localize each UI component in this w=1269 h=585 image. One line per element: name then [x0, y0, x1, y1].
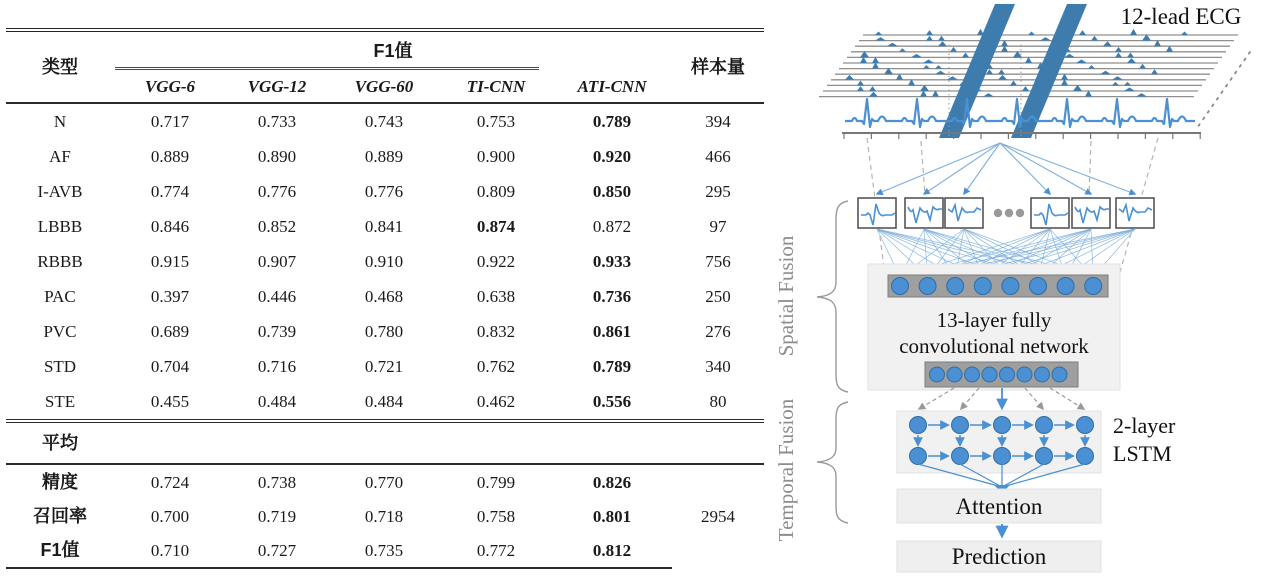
results-table [6, 28, 764, 569]
f1-value-cell: 0.780 [364, 322, 404, 341]
col-header-model: VGG-6 [114, 70, 226, 103]
temporal-fusion-brace [817, 402, 848, 523]
class-label: I-AVB [37, 182, 83, 201]
f1-value-cell: 0.721 [364, 357, 404, 376]
col-header-model: VGG-60 [328, 70, 440, 103]
f1-value-cell: 0.716 [257, 357, 297, 376]
f1-value-cell: 0.809 [476, 182, 516, 201]
architecture-diagram [769, 0, 1269, 585]
f1-value-cell: 0.872 [592, 217, 632, 236]
f1-value-cell: 0.484 [226, 384, 328, 421]
average-metric-row [6, 499, 764, 533]
sample-count-cell: 250 [705, 287, 731, 306]
table-row [6, 174, 764, 209]
f1-value-cell: 0.733 [257, 112, 297, 131]
f1-value-cell: 0.889 [364, 147, 404, 166]
table-row [6, 209, 764, 244]
f1-value-cell: 0.915 [150, 252, 190, 271]
average-metric-row [6, 464, 764, 499]
sample-count-cell: 756 [705, 252, 731, 271]
f1-value-cell: 0.717 [150, 112, 190, 131]
col-header-f1-group [114, 30, 672, 70]
class-label: STE [6, 384, 114, 421]
f1-value-cell: 0.462 [440, 384, 552, 421]
average-metric-row [6, 533, 764, 568]
f1-value-cell: 0.638 [476, 287, 516, 306]
total-sample-cell: 2954 [701, 507, 736, 526]
f1-value-cell: 0.455 [114, 384, 226, 421]
f1-value-cell: 0.758 [476, 506, 516, 526]
f1-value-cell: 0.841 [364, 217, 404, 236]
input-ecg-label: 12-lead ECG [1120, 4, 1242, 29]
sample-count-cell: 276 [705, 322, 731, 341]
temporal-fusion-label: Temporal Fusion [774, 398, 798, 542]
class-rows [6, 103, 764, 421]
col-header-model: TI-CNN [440, 70, 552, 103]
ellipsis-dot [1005, 209, 1013, 217]
col-header-sample: 样本量 [672, 30, 764, 103]
class-label: LBBB [37, 217, 83, 236]
prediction-label: Prediction [951, 544, 1047, 569]
average-label: 平均 [6, 421, 114, 464]
f1-value-cell: 0.727 [226, 533, 328, 568]
col-header-model: ATI-CNN [552, 70, 672, 103]
f1-value-cell: 0.789 [592, 112, 632, 131]
f1-value-cell: 0.446 [257, 287, 297, 306]
ecg-window-boxes [858, 198, 1154, 228]
f1-value-cell: 0.736 [592, 287, 632, 306]
f1-value-cell: 0.738 [257, 472, 297, 492]
fcn-label-line1: 13-layer fully [936, 308, 1052, 332]
metric-label: F1值 [6, 533, 114, 568]
class-label: PVC [43, 322, 77, 341]
fcn-to-lstm-arrows [919, 388, 1084, 409]
table-row [6, 314, 764, 349]
class-label: RBBB [37, 252, 83, 271]
f1-value-cell: 0.753 [476, 112, 516, 131]
f1-group-underline [115, 67, 539, 70]
f1-value-cell: 0.910 [364, 252, 404, 271]
f1-value-cell: 0.846 [150, 217, 190, 236]
table-row [6, 103, 764, 139]
f1-value-cell: 0.832 [476, 322, 516, 341]
table-row [6, 349, 764, 384]
f1-value-cell: 0.812 [552, 533, 672, 568]
table-row [6, 139, 764, 174]
f1-value-cell: 0.789 [592, 357, 632, 376]
f1-value-cell: 0.770 [364, 472, 404, 492]
f1-value-cell: 0.861 [592, 322, 632, 341]
f1-group-label: F1值 [373, 41, 413, 61]
table-row [6, 244, 764, 279]
f1-value-cell: 0.801 [592, 506, 632, 526]
f1-value-cell: 0.890 [257, 147, 297, 166]
metric-label: 精度 [42, 472, 78, 492]
f1-value-cell: 0.739 [257, 322, 297, 341]
class-label: PAC [44, 287, 76, 306]
sliding-window-plane [1011, 4, 1087, 138]
f1-value-cell: 0.889 [150, 147, 190, 166]
f1-value-cell: 0.700 [150, 506, 190, 526]
lstm-label-line1: 2-layer [1113, 413, 1176, 438]
header-row-2 [6, 70, 764, 103]
f1-value-cell: 0.484 [328, 384, 440, 421]
f1-value-cell: 0.772 [440, 533, 552, 568]
average-rows [6, 421, 764, 568]
sample-count-cell: 394 [705, 112, 731, 131]
f1-value-cell: 0.718 [364, 506, 404, 526]
f1-value-cell: 0.689 [150, 322, 190, 341]
f1-value-cell: 0.920 [592, 147, 632, 166]
f1-value-cell: 0.710 [114, 533, 226, 568]
f1-value-cell: 0.468 [364, 287, 404, 306]
f1-value-cell: 0.762 [476, 357, 516, 376]
header-row-1 [6, 30, 764, 70]
sample-count-cell: 295 [705, 182, 731, 201]
f1-value-cell: 0.852 [257, 217, 297, 236]
f1-value-cell: 0.724 [150, 472, 190, 492]
average-section-row [6, 421, 764, 464]
f1-value-cell: 0.743 [364, 112, 404, 131]
f1-value-cell: 0.704 [150, 357, 190, 376]
f1-value-cell: 0.933 [592, 252, 632, 271]
sample-count-cell: 340 [705, 357, 731, 376]
f1-value-cell: 0.774 [150, 182, 190, 201]
table-row [6, 384, 764, 421]
f1-value-cell: 0.719 [257, 506, 297, 526]
sample-count-cell: 466 [705, 147, 731, 166]
spatial-fusion-label: Spatial Fusion [774, 235, 798, 357]
f1-value-cell: 0.776 [364, 182, 404, 201]
spatial-fusion-brace [817, 201, 848, 392]
col-header-type: 类型 [6, 30, 114, 103]
ecg-trace [842, 99, 1201, 139]
f1-value-cell: 0.799 [476, 472, 516, 492]
f1-value-cell: 0.900 [476, 147, 516, 166]
lstm-label-line2: LSTM [1113, 441, 1172, 466]
class-label: N [53, 112, 67, 131]
f1-value-cell: 0.397 [150, 287, 190, 306]
class-label: AF [49, 147, 71, 166]
f1-value-cell: 0.874 [476, 217, 516, 236]
average-spacer [114, 421, 764, 464]
table-row [6, 279, 764, 314]
ellipsis-dot [994, 209, 1002, 217]
attention-label: Attention [955, 494, 1043, 519]
ellipsis-dot [1016, 209, 1024, 217]
results-table-wrap [6, 28, 764, 569]
ecg-lead-stack [819, 29, 1238, 97]
f1-value-cell: 0.735 [328, 533, 440, 568]
f1-value-cell: 0.826 [592, 472, 632, 492]
class-label: STD [43, 357, 77, 376]
f1-value-cell: 0.922 [476, 252, 516, 271]
col-header-model: VGG-12 [226, 70, 328, 103]
sample-count-cell: 97 [709, 217, 727, 236]
f1-value-cell: 0.850 [592, 182, 632, 201]
fcn-label-line2: convolutional network [899, 334, 1089, 358]
sample-count-cell: 80 [672, 384, 764, 421]
f1-value-cell: 0.907 [257, 252, 297, 271]
f1-value-cell: 0.776 [257, 182, 297, 201]
f1-value-cell: 0.556 [552, 384, 672, 421]
metric-label: 召回率 [33, 506, 87, 526]
